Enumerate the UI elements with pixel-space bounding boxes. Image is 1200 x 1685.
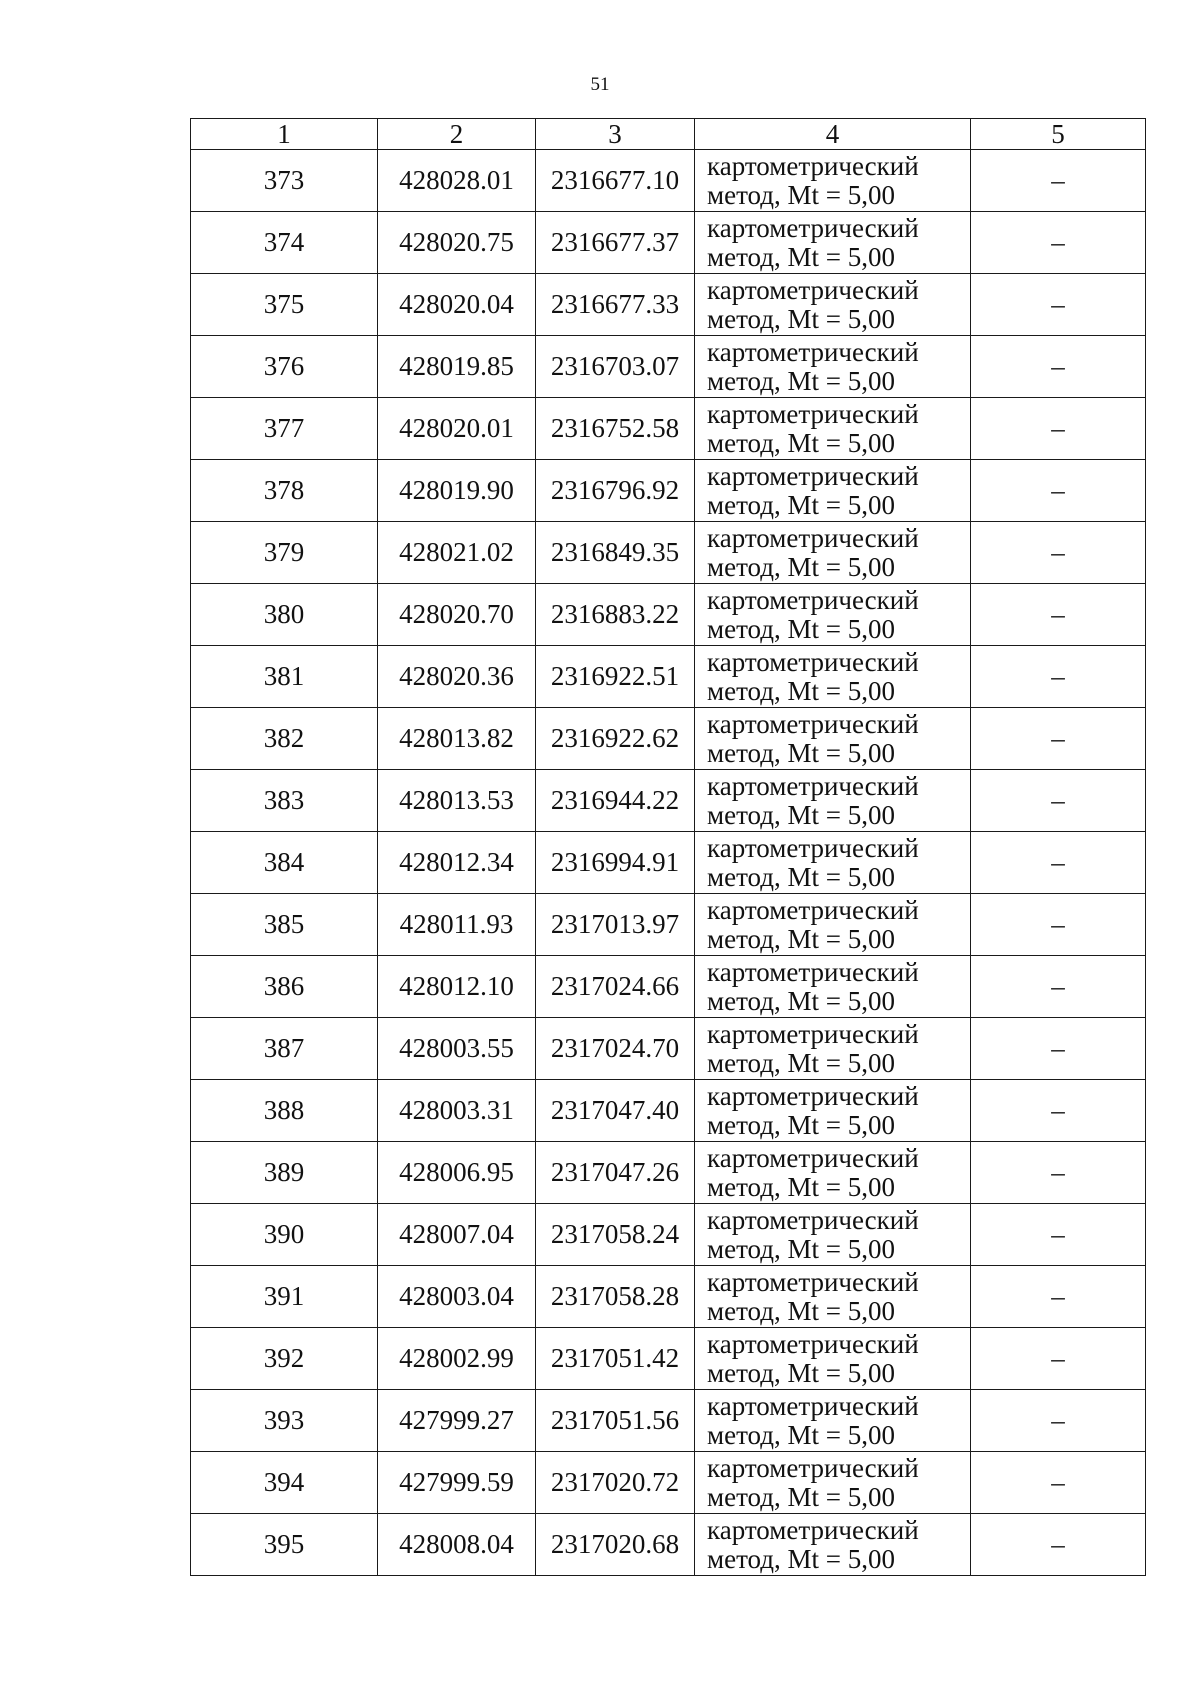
x-coordinate-cell: 428020.01 — [378, 398, 536, 460]
x-coordinate-cell: 428019.85 — [378, 336, 536, 398]
method-line-1: картометрический — [707, 1266, 919, 1297]
x-coordinate-cell: 427999.27 — [378, 1390, 536, 1452]
description-cell: – — [971, 212, 1146, 274]
description-cell: – — [971, 398, 1146, 460]
method-line-1: картометрический — [707, 522, 919, 553]
method-cell — [695, 1204, 971, 1266]
y-coordinate-cell: 2316883.22 — [536, 584, 695, 646]
method-line-1: картометрический — [707, 1328, 919, 1359]
table-row — [191, 1142, 1146, 1204]
table-row — [191, 770, 1146, 832]
method-cell — [695, 894, 971, 956]
table-row — [191, 1266, 1146, 1328]
method-line-1: картометрический — [707, 150, 919, 181]
table-row — [191, 832, 1146, 894]
method-cell — [695, 274, 971, 336]
point-number-cell: 395 — [191, 1514, 378, 1576]
method-cell — [695, 1142, 971, 1204]
method-line-1: картометрический — [707, 770, 919, 801]
y-coordinate-cell: 2317058.24 — [536, 1204, 695, 1266]
x-coordinate-cell: 428006.95 — [378, 1142, 536, 1204]
method-line-2: метод, Mt = 5,00 — [707, 613, 895, 644]
point-number-cell: 392 — [191, 1328, 378, 1390]
description-cell: – — [971, 150, 1146, 212]
x-coordinate-cell: 428002.99 — [378, 1328, 536, 1390]
method-cell — [695, 1328, 971, 1390]
x-coordinate-cell: 428007.04 — [378, 1204, 536, 1266]
method-line-2: метод, Mt = 5,00 — [707, 303, 895, 334]
method-cell — [695, 584, 971, 646]
method-line-2: метод, Mt = 5,00 — [707, 737, 895, 768]
description-cell: – — [971, 584, 1146, 646]
y-coordinate-cell: 2317020.72 — [536, 1452, 695, 1514]
table-row — [191, 1204, 1146, 1266]
x-coordinate-cell: 428008.04 — [378, 1514, 536, 1576]
method-line-2: метод, Mt = 5,00 — [707, 1047, 895, 1078]
x-coordinate-cell: 428013.53 — [378, 770, 536, 832]
description-cell: – — [971, 770, 1146, 832]
method-line-1: картометрический — [707, 336, 919, 367]
point-number-cell: 388 — [191, 1080, 378, 1142]
method-line-2: метод, Mt = 5,00 — [707, 1295, 895, 1326]
method-line-1: картометрический — [707, 956, 919, 987]
y-coordinate-cell: 2316752.58 — [536, 398, 695, 460]
description-cell: – — [971, 1142, 1146, 1204]
y-coordinate-cell: 2316944.22 — [536, 770, 695, 832]
y-coordinate-cell: 2316677.37 — [536, 212, 695, 274]
method-line-1: картометрический — [707, 584, 919, 615]
y-coordinate-cell: 2316922.51 — [536, 646, 695, 708]
y-coordinate-cell: 2317020.68 — [536, 1514, 695, 1576]
method-line-1: картометрический — [707, 708, 919, 739]
method-cell — [695, 646, 971, 708]
method-line-1: картометрический — [707, 1514, 919, 1545]
y-coordinate-cell: 2317058.28 — [536, 1266, 695, 1328]
point-number-cell: 385 — [191, 894, 378, 956]
table-row — [191, 1018, 1146, 1080]
method-cell — [695, 1452, 971, 1514]
method-line-2: метод, Mt = 5,00 — [707, 985, 895, 1016]
y-coordinate-cell: 2317024.70 — [536, 1018, 695, 1080]
y-coordinate-cell: 2317013.97 — [536, 894, 695, 956]
column-header-5: 5 — [971, 119, 1146, 150]
table-row — [191, 956, 1146, 1018]
x-coordinate-cell: 428028.01 — [378, 150, 536, 212]
method-line-1: картометрический — [707, 274, 919, 305]
x-coordinate-cell: 428020.04 — [378, 274, 536, 336]
x-coordinate-cell: 428020.70 — [378, 584, 536, 646]
method-cell — [695, 1266, 971, 1328]
x-coordinate-cell: 428003.31 — [378, 1080, 536, 1142]
coordinates-table — [190, 118, 1146, 1576]
point-number-cell: 383 — [191, 770, 378, 832]
method-line-2: метод, Mt = 5,00 — [707, 861, 895, 892]
method-cell — [695, 1514, 971, 1576]
point-number-cell: 375 — [191, 274, 378, 336]
y-coordinate-cell: 2317024.66 — [536, 956, 695, 1018]
method-line-2: метод, Mt = 5,00 — [707, 923, 895, 954]
method-line-1: картометрический — [707, 212, 919, 243]
column-header-2: 2 — [378, 119, 536, 150]
method-line-1: картометрический — [707, 1452, 919, 1483]
point-number-cell: 381 — [191, 646, 378, 708]
x-coordinate-cell: 428020.36 — [378, 646, 536, 708]
point-number-cell: 391 — [191, 1266, 378, 1328]
table-row — [191, 894, 1146, 956]
column-header-1: 1 — [191, 119, 378, 150]
method-cell — [695, 770, 971, 832]
method-line-1: картометрический — [707, 1204, 919, 1235]
method-line-1: картометрический — [707, 460, 919, 491]
x-coordinate-cell: 428003.55 — [378, 1018, 536, 1080]
method-cell — [695, 1390, 971, 1452]
description-cell: – — [971, 1080, 1146, 1142]
point-number-cell: 373 — [191, 150, 378, 212]
column-header-3: 3 — [536, 119, 695, 150]
point-number-cell: 376 — [191, 336, 378, 398]
description-cell: – — [971, 956, 1146, 1018]
method-cell — [695, 150, 971, 212]
table-row — [191, 708, 1146, 770]
x-coordinate-cell: 428003.04 — [378, 1266, 536, 1328]
method-line-1: картометрический — [707, 1390, 919, 1421]
x-coordinate-cell: 428012.10 — [378, 956, 536, 1018]
method-line-2: метод, Mt = 5,00 — [707, 241, 895, 272]
point-number-cell: 379 — [191, 522, 378, 584]
x-coordinate-cell: 427999.59 — [378, 1452, 536, 1514]
x-coordinate-cell: 428013.82 — [378, 708, 536, 770]
point-number-cell: 378 — [191, 460, 378, 522]
method-line-1: картометрический — [707, 646, 919, 677]
description-cell: – — [971, 1452, 1146, 1514]
table-row — [191, 460, 1146, 522]
method-cell — [695, 212, 971, 274]
x-coordinate-cell: 428021.02 — [378, 522, 536, 584]
point-number-cell: 387 — [191, 1018, 378, 1080]
method-line-1: картометрический — [707, 832, 919, 863]
description-cell: – — [971, 274, 1146, 336]
x-coordinate-cell: 428012.34 — [378, 832, 536, 894]
point-number-cell: 384 — [191, 832, 378, 894]
method-cell — [695, 460, 971, 522]
y-coordinate-cell: 2316677.10 — [536, 150, 695, 212]
method-line-1: картометрический — [707, 894, 919, 925]
method-line-2: метод, Mt = 5,00 — [707, 1109, 895, 1140]
method-cell — [695, 522, 971, 584]
table-row — [191, 1390, 1146, 1452]
description-cell: – — [971, 460, 1146, 522]
table-row — [191, 1080, 1146, 1142]
table-header-row — [191, 119, 1146, 150]
column-header-4: 4 — [695, 119, 971, 150]
table-row — [191, 274, 1146, 336]
y-coordinate-cell: 2317051.56 — [536, 1390, 695, 1452]
description-cell: – — [971, 1204, 1146, 1266]
description-cell: – — [971, 646, 1146, 708]
point-number-cell: 389 — [191, 1142, 378, 1204]
method-cell — [695, 1080, 971, 1142]
point-number-cell: 382 — [191, 708, 378, 770]
method-line-2: метод, Mt = 5,00 — [707, 1543, 895, 1574]
description-cell: – — [971, 832, 1146, 894]
method-line-2: метод, Mt = 5,00 — [707, 365, 895, 396]
description-cell: – — [971, 336, 1146, 398]
table-row — [191, 150, 1146, 212]
method-cell — [695, 708, 971, 770]
table-row — [191, 522, 1146, 584]
table-body — [191, 150, 1146, 1576]
description-cell: – — [971, 1018, 1146, 1080]
point-number-cell: 390 — [191, 1204, 378, 1266]
method-cell — [695, 832, 971, 894]
table-row — [191, 212, 1146, 274]
description-cell: – — [971, 1514, 1146, 1576]
y-coordinate-cell: 2316796.92 — [536, 460, 695, 522]
description-cell: – — [971, 708, 1146, 770]
description-cell: – — [971, 1390, 1146, 1452]
description-cell: – — [971, 522, 1146, 584]
method-cell — [695, 398, 971, 460]
table-row — [191, 1452, 1146, 1514]
point-number-cell: 380 — [191, 584, 378, 646]
page-number: 51 — [590, 74, 610, 95]
table-row — [191, 398, 1146, 460]
method-line-1: картометрический — [707, 1142, 919, 1173]
description-cell: – — [971, 1328, 1146, 1390]
y-coordinate-cell: 2317051.42 — [536, 1328, 695, 1390]
method-line-2: метод, Mt = 5,00 — [707, 1171, 895, 1202]
method-cell — [695, 1018, 971, 1080]
description-cell: – — [971, 1266, 1146, 1328]
method-line-1: картометрический — [707, 1018, 919, 1049]
method-line-2: метод, Mt = 5,00 — [707, 1419, 895, 1450]
method-line-2: метод, Mt = 5,00 — [707, 1233, 895, 1264]
method-line-2: метод, Mt = 5,00 — [707, 799, 895, 830]
y-coordinate-cell: 2316703.07 — [536, 336, 695, 398]
method-line-2: метод, Mt = 5,00 — [707, 489, 895, 520]
table-row — [191, 1514, 1146, 1576]
method-line-2: метод, Mt = 5,00 — [707, 1357, 895, 1388]
method-cell — [695, 956, 971, 1018]
y-coordinate-cell: 2317047.40 — [536, 1080, 695, 1142]
method-line-1: картометрический — [707, 1080, 919, 1111]
x-coordinate-cell: 428020.75 — [378, 212, 536, 274]
y-coordinate-cell: 2316994.91 — [536, 832, 695, 894]
point-number-cell: 394 — [191, 1452, 378, 1514]
table-row — [191, 1328, 1146, 1390]
method-line-2: метод, Mt = 5,00 — [707, 427, 895, 458]
y-coordinate-cell: 2316922.62 — [536, 708, 695, 770]
table-row — [191, 336, 1146, 398]
y-coordinate-cell: 2317047.26 — [536, 1142, 695, 1204]
method-line-2: метод, Mt = 5,00 — [707, 1481, 895, 1512]
point-number-cell: 393 — [191, 1390, 378, 1452]
point-number-cell: 386 — [191, 956, 378, 1018]
x-coordinate-cell: 428011.93 — [378, 894, 536, 956]
method-line-2: метод, Mt = 5,00 — [707, 551, 895, 582]
method-line-2: метод, Mt = 5,00 — [707, 179, 895, 210]
method-cell — [695, 336, 971, 398]
point-number-cell: 377 — [191, 398, 378, 460]
table-row — [191, 584, 1146, 646]
description-cell: – — [971, 894, 1146, 956]
point-number-cell: 374 — [191, 212, 378, 274]
x-coordinate-cell: 428019.90 — [378, 460, 536, 522]
method-line-1: картометрический — [707, 398, 919, 429]
y-coordinate-cell: 2316677.33 — [536, 274, 695, 336]
method-line-2: метод, Mt = 5,00 — [707, 675, 895, 706]
y-coordinate-cell: 2316849.35 — [536, 522, 695, 584]
table-row — [191, 646, 1146, 708]
